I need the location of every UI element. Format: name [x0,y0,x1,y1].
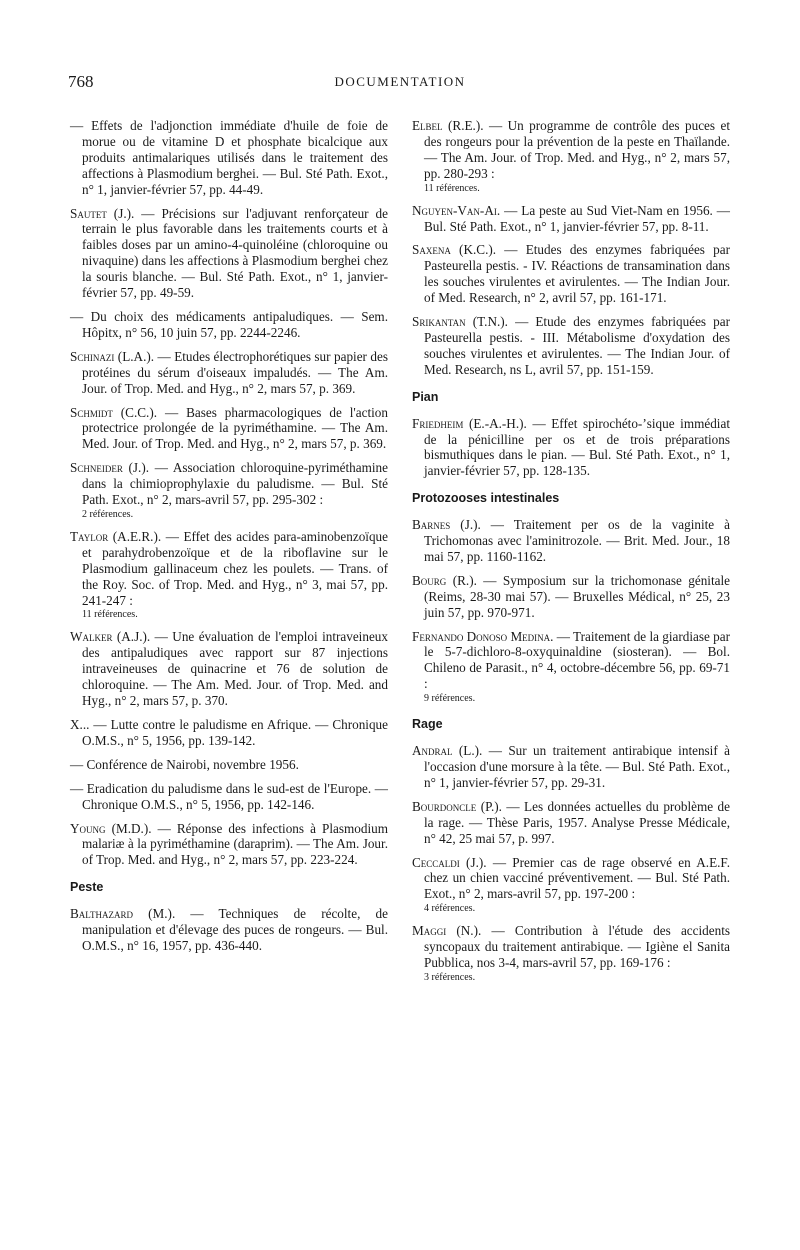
bibliography-entry [70,757,388,773]
entry-author: Bourg (R.). [412,572,477,588]
entry-text: — Association chloroquine-pyriméthamine dans la chimioprophylaxie du paludisme. — Bul. Sté Path. Exot., n° 2, mars-avril 57, pp. 295-302 : [82,460,388,508]
right-column [412,118,730,992]
entry-author: Andral (L.). [412,743,483,759]
bibliography-entry [70,717,388,749]
entry-references: 2 références. [82,508,134,520]
entry-text: — Traitement de la giardiase par le 5-7-dichloro-8-oxyquinaldine (siosteran). — Bol. Chileno de Parasit., n° 4, octobre-décembre 56, pp. 69-71 : [424,628,731,692]
bibliography-entry [70,460,388,521]
bibliography-entry [412,118,730,195]
entry-references: 11 références. [82,609,138,621]
bibliography-entry [70,118,388,198]
bibliography-entry [70,349,388,397]
peste-left-entries [70,906,388,954]
entry-author: Saxena (K.C.). [412,242,497,258]
entry-references: 9 références. [424,693,476,705]
entry-text: — Lutte contre le paludisme en Afrique. — Chronique O.M.S., n° 5, 1956, pp. 139-142. [82,717,388,748]
bibliography-entry [70,781,388,813]
entry-text: — La peste au Sud Viet-Nam en 1956. — Bul. Sté Path. Exot., n° 1, janvier-février 57, pp. 8-11. [424,202,730,234]
entry-author: Elbel (R.E.). [412,118,484,133]
entry-text: — Réponse des infections à Plasmodium malariæ à la pyriméthamine (daraprim). — The Am. Jour. of Trop. Med. and Hyg., n° 2, mars 57, pp. 223-224. [82,820,388,868]
entry-author: Schmidt (C.C.). [70,404,158,420]
bibliography-entry [412,629,730,706]
pian-entries [412,416,730,480]
entry-references: 3 références. [424,971,476,983]
bibliography-entry [70,906,388,954]
left-column [70,118,388,962]
peste-right-entries [412,118,730,378]
section-heading-pian: Pian [412,389,439,404]
running-head: DOCUMENTATION [334,74,466,89]
entry-text: — Un programme de contrôle des puces et des rongeurs pour la prévention de la peste en Thaïlande. — The Am. Jour. of Trop. Med. and Hyg., n° 2, mars 57, pp. 280-293 : [424,118,730,181]
bibliography-entry [412,416,730,480]
entry-author: Schneider (J.). [70,460,150,476]
entry-text: — Etudes électrophorétiques sur papier des protéines du sérum d'oiseaux impaludés. — The Am. Jour. of Trop. Med. and Hyg., n° 2, mars 57, p. 369. [82,348,388,396]
entry-text: — Symposium sur la trichomonase génitale (Reims, 28-30 mai 57). — Bruxelles Médical, n° 25, 23 juin 57, pp. 970-971. [424,572,730,620]
entry-text: — Conférence de Nairobi, novembre 1956. [70,756,299,772]
bibliography-entry [412,743,730,791]
entry-author: Fernando Donoso Medina. [412,628,554,644]
bibliography-entry [412,799,730,847]
page-number: 768 [68,72,94,91]
section-heading-peste: Peste [70,880,104,895]
entry-text: — Les données actuelles du problème de la rage. — Thèse Paris, 1957. Analyse Presse Médicale, n° 42, 25 mai 57, p. 997. [424,798,730,846]
section-heading-rage: Rage [412,717,443,732]
entry-text: — Une évaluation de l'emploi intraveineux des antipaludiques avec rapport sur 87 injections intraveineuses de quinacrine et 76 de solution de chloroquine. — The Am. Med. Jour. of Trop. Med. and Hyg., n° 2, mars 57, p. 370. [82,629,388,709]
section-heading-protozooses: Protozooses intestinales [412,491,560,506]
entry-author: Taylor (A.E.R.). [70,528,162,544]
entry-author: Friedheim (E.-A.-H.). [412,415,527,431]
entry-author: Bourdoncle (P.). [412,798,502,814]
entry-text: — Premier cas de rage observé en A.E.F. chez un chien vacciné préventivement. — Bul. Sté Path. Exot., n° 2, mars-avril 57, pp. 197-200 : [424,854,730,902]
protozooses-entries [412,517,730,705]
entry-text: — Etude des enzymes fabriquées par Pasteurella pestis. - III. Métabolisme d'oxydation des souches virulentes et avirulentes. — The Indian Jour. of Med. Research, ns L, avril 57, pp. 151-159. [424,314,730,377]
entry-author: Maggi (N.). [412,923,482,939]
entry-text: — Contribution à l'étude des accidents syncopaux du traitement antirabique. — Igiène el Sanita Pubblica, nos 3-4, mars-avril 57, pp. 169-176 : [424,923,730,971]
bibliography-entry [412,573,730,621]
bibliography-entry [412,517,730,565]
entry-text: — Eradication du paludisme dans le sud-est de l'Europe. — Chronique O.M.S., n° 5, 1956, pp. 142-146. [70,780,388,812]
bibliography-entry [70,529,388,622]
bibliography-entry [70,821,388,869]
entry-author: Nguyen-Van-Ai. [412,202,501,218]
bibliography-entry [70,629,388,709]
entry-text: — Sur un traitement antirabique intensif à l'occasion d'une morsure à la tête. — Bul. Sté Path. Exot., n° 1, janvier-février 57, pp. 29-31. [424,743,730,790]
entry-author: Barnes (J.). [412,517,481,533]
entry-author: Srikantan (T.N.). [412,314,508,330]
entry-references: 4 références. [424,903,476,915]
entry-author: Walker (A.J.). [70,629,151,645]
bibliography-entry [70,206,388,301]
bibliography-entry [412,242,730,306]
bibliography-entry [412,314,730,378]
entry-text: — Effets de l'adjonction immédiate d'huile de foie de morue ou de vitamine D et phosphate bicalcique aux produits antimalariques utilisés dans le traitement des affections à Plasmodium berghei. — Bul. Sté Path. Exot., n° 1, janvier-février 57, pp. 44-49. [70,118,388,197]
entry-text: — Effet des acides para-aminobenzoïque et parahydrobenzoïque et de la riboflavine sur le Plasmodium gallinaceum chez les poulets. — Trans. of the Roy. Soc. of Trop. Med. and Hyg., n° 3, mai 57, pp. 241-247 : [82,528,388,608]
entry-text: — Précisions sur l'adjuvant renforçateur de terrain le plus favorable dans les traitements courts et à faibles doses par un amino-4-quinoléine (chloroquine ou nivaquine) dans les affections à Plasmodium berghei chez la souris blanche. — Bul. Sté Path. Exot., n° 1, janvier-février 57, pp. 49-59. [82,205,388,301]
entry-author: Schinazi (L.A.). [70,348,155,364]
left-entries [70,118,388,868]
bibliography-entry [412,923,730,984]
entry-text: — Etudes des enzymes fabriquées par Pasteurella pestis. - IV. Réactions de transamination dans les souches virulentes et avirulentes. — The Indian Jour. of Med. Research, n° 2, avril 57, pp. 161-171. [424,242,730,306]
entry-text: — Traitement per os de la vaginite à Trichomonas avec l'aminitrozole. — Brit. Med. Jour., 18 mai 57, pp. 1160-1162. [424,517,730,564]
bibliography-entry [70,405,388,453]
entry-author: Young (M.D.). [70,820,152,836]
bibliography-entry [412,203,730,235]
entry-author: Balthazard (M.). [70,906,176,922]
rage-entries [412,743,730,984]
entry-references: 11 références. [424,182,480,194]
entry-text: — Effet spirochéto-ʼsique immédiat de la pénicilline per os et de trois préparations bismuthiques dans le pian. — Bul. Sté Path. Exot., n° 1, janvier-février 57, pp. 128-135. [424,415,730,479]
entry-author: Sautet (J.). [70,205,135,221]
entry-author: Ceccaldi (J.). [412,854,487,870]
entry-text: — Du choix des médicaments antipaludiques. — Sem. Hôpitx, n° 56, 10 juin 57, pp. 2244-2246. [70,308,388,340]
entry-text: — Bases pharmacologiques de l'action protectrice prolongée de la pyriméthamine. — The Am. Med. Jour. of Trop. Med. and Hyg., n° 2, mars 57, p. 369. [82,404,388,452]
bibliography-entry [70,309,388,341]
entry-author: X... [70,717,90,732]
entry-text: — Techniques de récolte, de manipulation et d'élevage des puces de rongeurs. — Bul. O.M.S., n° 16, 1957, pp. 436-440. [82,906,388,953]
bibliography-entry [412,855,730,916]
